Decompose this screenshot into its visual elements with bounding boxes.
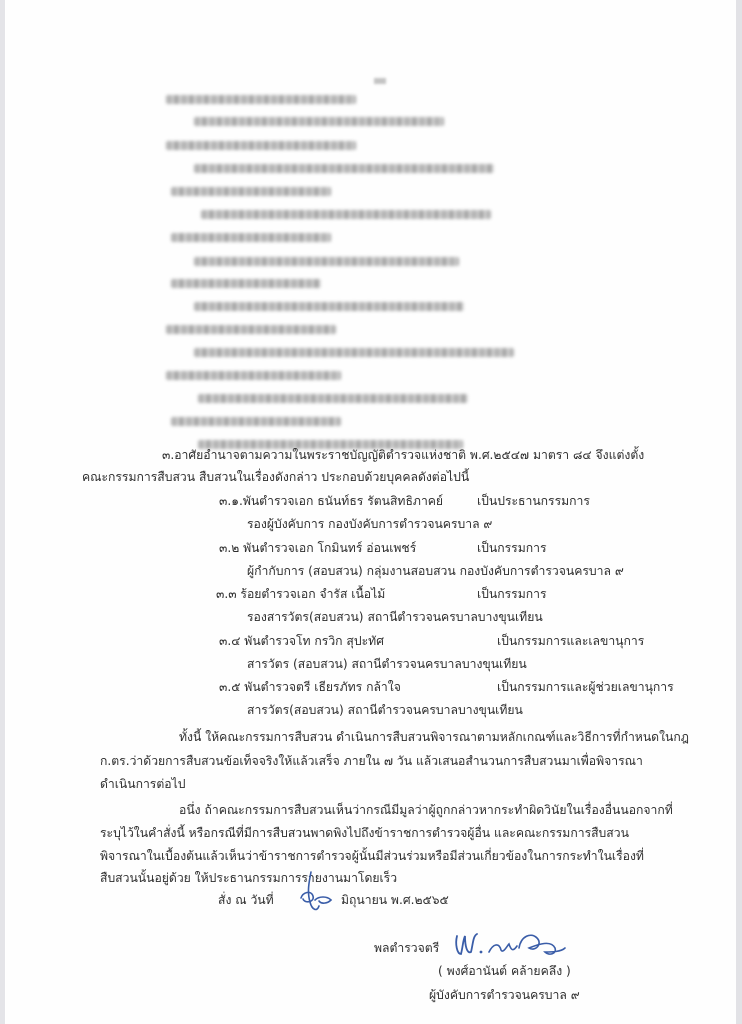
member-4-position: สารวัตร (สอบสวน) สถานีตำรวจนครบาลบางขุนเทียน — [247, 657, 527, 671]
signatory-full-name: ( พงศ์อานันต์ คล้ายคลึง ) — [438, 964, 571, 978]
blurred-line — [194, 117, 444, 126]
paragraph-tungni-line2: ก.ตร.ว่าด้วยการสืบสวนข้อเท็จจริงให้แล้วเสร็จ ภายใน ๗ วัน แล้วเสนอสำนวนการสืบสวนมาเพื่อพิจารณา — [100, 754, 643, 768]
blurred-line — [166, 325, 336, 334]
member-2-name: ๓.๒ พันตำรวจเอก โกมินทร์ อ่อนเพชร์ — [219, 541, 417, 555]
signatory-title: ผู้บังคับการตำรวจนครบาล ๙ — [429, 988, 580, 1002]
member-5-position: สารวัตร(สอบสวน) สถานีตำรวจนครบาลบางขุนเทียน — [247, 703, 523, 717]
blurred-line — [194, 348, 514, 357]
blurred-line — [166, 371, 341, 380]
section3-intro-line2: คณะกรรมการสืบสวน สืบสวนในเรื่องดังกล่าว ประกอบด้วยบุคคลดังต่อไปนี้ — [82, 470, 470, 484]
member-4-name: ๓.๔ พันตำรวจโท กรวิก สุปะทัศ — [219, 634, 384, 648]
blurred-line — [171, 279, 321, 288]
blurred-line — [194, 257, 459, 266]
paragraph-aneung-line4: สืบสวนนั้นอยู่ด้วย ให้ประธานกรรมการรายงานมาโดยเร็ว — [100, 871, 398, 885]
signatory-rank: พลตำรวจตรี — [374, 941, 440, 955]
page-edge-right — [736, 0, 742, 1024]
handwritten-day-ink — [297, 868, 337, 918]
blurred-line — [171, 417, 341, 426]
signature-ink — [451, 926, 571, 962]
blurred-page-number — [374, 78, 386, 84]
paragraph-aneung-line1: อนึ่ง ถ้าคณะกรรมการสืบสวนเห็นว่ากรณีมีมูลว่าผู้ถูกกล่าวหากระทำผิดวินัยในเรื่องอื่นนอกจากที่ — [179, 803, 673, 817]
member-2-position: ผู้กำกับการ (สอบสวน) กลุ่มงานสอบสวน กองบังคับการตำรวจนครบาล ๙ — [247, 564, 624, 578]
member-2-role: เป็นกรรมการ — [477, 541, 547, 555]
member-4-role: เป็นกรรมการและเลขานุการ — [497, 634, 645, 648]
page-edge-left — [0, 0, 5, 1024]
member-1-role: เป็นประธานกรรมการ — [477, 494, 590, 508]
member-1-name: ๓.๑.พันตำรวจเอก ธนันท์ธร รัตนสิทธิภาคย์ — [219, 494, 444, 508]
paragraph-aneung-line2: ระบุไว้ในคำสั่งนี้ หรือกรณีที่มีการสืบสวนพาดพิงไปถึงข้าราชการตำรวจผู้อื่น และคณะกรรมการสืบสวน — [100, 826, 629, 840]
member-5-role: เป็นกรรมการและผู้ช่วยเลขานุการ — [497, 680, 674, 694]
blurred-line — [201, 210, 491, 219]
member-5-name: ๓.๕ พันตำรวจตรี เธียรภัทร กล้าใจ — [219, 680, 401, 694]
member-1-position: รองผู้บังคับการ กองบังคับการตำรวจนครบาล ๙ — [247, 517, 493, 531]
blurred-line — [171, 233, 331, 242]
blurred-line — [198, 394, 468, 403]
member-3-name: ๓.๓ ร้อยตำรวจเอก จำรัส เนื้อไม้ — [216, 587, 386, 601]
order-date-prefix: สั่ง ณ วันที่ — [218, 893, 274, 907]
order-date-month-year: มิถุนายน พ.ศ.๒๕๖๕ — [341, 893, 449, 907]
member-3-role: เป็นกรรมการ — [477, 587, 547, 601]
blurred-line — [166, 95, 356, 104]
section3-intro-line1: ๓.อาศัยอำนาจตามความในพระราชบัญญัติตำรวจแห่งชาติ พ.ศ.๒๕๔๗ มาตรา ๘๔ จึงแต่งตั้ง — [162, 448, 645, 462]
redacted-member-list — [166, 70, 526, 440]
blurred-line — [171, 187, 331, 196]
blurred-line — [166, 141, 356, 150]
paragraph-tungni-line3: ดำเนินการต่อไป — [100, 777, 186, 791]
member-3-position: รองสารวัตร(สอบสวน) สถานีตำรวจนครบาลบางขุนเทียน — [247, 610, 543, 624]
paragraph-aneung-line3: พิจารณาในเบื้องต้นแล้วเห็นว่าข้าราชการตำรวจผู้นั้นมีส่วนร่วมหรือมีส่วนเกี่ยวข้องในการกระทำในเรื่องที่ — [100, 849, 644, 863]
document-page — [6, 0, 736, 1024]
paragraph-tungni-line1: ทั้งนี้ ให้คณะกรรมการสืบสวน ดำเนินการสืบสวนพิจารณาตามหลักเกณฑ์และวิธีการที่กำหนดในกฎ — [179, 730, 689, 744]
blurred-line — [194, 302, 464, 311]
blurred-line — [194, 164, 494, 173]
